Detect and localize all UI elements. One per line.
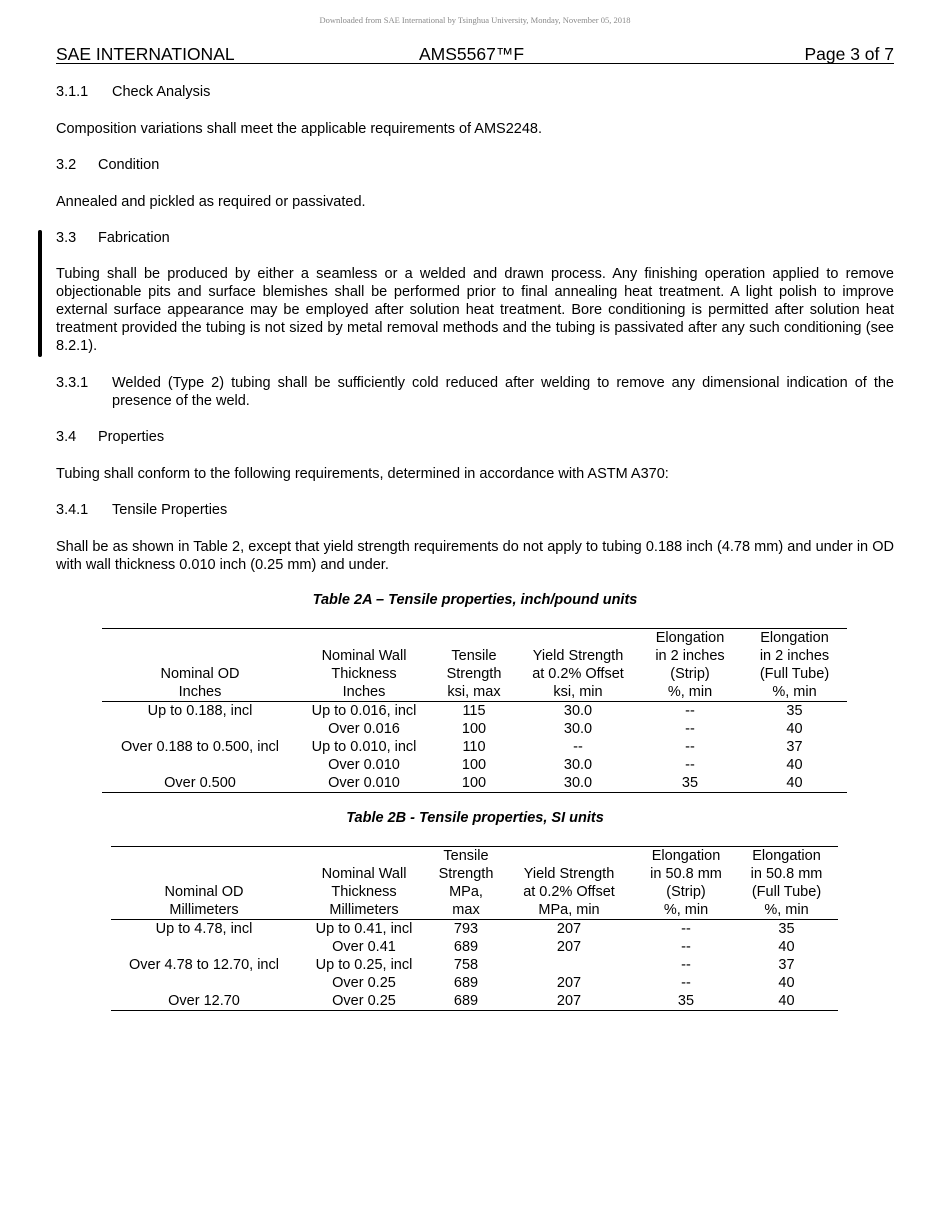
col-header-tensile-strength: Tensile Strength MPa, max [438,848,494,918]
table-cell: 35 [786,703,803,719]
table-cell: 689 [453,993,479,1009]
table-cell: 115 [462,703,486,719]
table-cell: -- [685,703,695,719]
table-header-row [111,847,838,920]
section-number: 3.4.1 [56,502,89,518]
table-cell: Over 0.41 [332,939,396,955]
header-page-number: Page 3 of 7 [804,44,894,64]
section-title: Fabrication [98,230,170,246]
table-cell: 30.0 [563,703,593,719]
table-cell: Over 4.78 to 12.70, incl [129,957,279,973]
table-cell: 207 [556,921,582,937]
table-cell: -- [573,739,583,755]
table-cell: 30.0 [563,775,593,791]
table-cell: 37 [786,739,803,755]
paragraph-3-2: Annealed and pickled as required or passivated. [56,194,366,210]
table-cell: 100 [461,721,487,737]
table-cell: -- [685,739,695,755]
col-header-nominal-od: Nominal OD Millimeters [164,884,244,918]
table-cell: 30.0 [563,757,593,773]
table-row [102,774,847,793]
section-title: Tensile Properties [112,502,228,518]
table-cell: Over 0.010 [328,775,400,791]
table-cell: Up to 0.25, incl [315,957,413,973]
table-cell: -- [685,721,695,737]
section-number: 3.2 [56,157,77,173]
table-cell: 30.0 [563,721,593,737]
table-row [111,956,838,974]
table-cell: Over 0.188 to 0.500, incl [121,739,279,755]
table-cell [501,956,637,974]
table-cell: 40 [786,721,803,737]
table-cell: 207 [556,993,582,1009]
heading-3-4 [56,428,894,446]
table-cell: 40 [778,993,795,1009]
heading-3-3 [56,229,894,247]
table-cell: Up to 0.016, incl [311,703,417,719]
table-cell: 40 [786,775,803,791]
table-2b-caption: Table 2B - Tensile properties, SI units [346,810,604,826]
table-row [111,974,838,992]
table-cell: -- [681,957,691,973]
table-cell [102,720,298,738]
table-cell [102,756,298,774]
table-row [111,938,838,956]
table-cell: 207 [556,975,582,991]
col-header-nominal-od: Nominal OD Inches [160,666,240,700]
table-row [102,702,847,721]
table-row [111,920,838,939]
table-cell: Up to 0.188, incl [147,703,253,719]
download-notice: Downloaded from SAE International by Tsinghua University, Monday, November 05, 2018 [319,15,631,25]
table-cell: 35 [681,775,699,791]
table-cell: 100 [461,757,487,773]
table-cell: -- [681,939,691,955]
heading-3-2 [56,156,894,174]
heading-3-4-1 [56,501,894,519]
section-number: 3.1.1 [56,84,89,100]
table-cell: 689 [453,975,479,991]
paragraph-3-4: Tubing shall conform to the following requirements, determined in accordance with ASTM A370: [56,466,669,482]
table-cell: 793 [453,921,479,937]
table-cell: Over 0.25 [332,975,396,991]
col-header-elongation-tube: Elongation in 50.8 mm (Full Tube) %, min [750,848,823,918]
table-cell: 40 [778,939,795,955]
table-header-row [102,629,847,702]
table-cell: 35 [778,921,795,937]
table-cell: Over 0.500 [164,775,236,791]
table-cell [111,974,297,992]
section-title: Properties [98,429,165,445]
paragraph-3-1-1: Composition variations shall meet the applicable requirements of AMS2248. [56,121,543,137]
col-header-yield-strength: Yield Strength at 0.2% Offset MPa, min [523,866,615,918]
table-cell: Over 0.016 [328,721,400,737]
header-doc-number: AMS5567™F [419,44,525,64]
header-org: SAE INTERNATIONAL [56,44,235,64]
section-number: 3.3.1 [56,375,89,391]
table-cell: Up to 4.78, incl [155,921,253,937]
col-header-elongation-strip: Elongation in 50.8 mm (Strip) %, min [650,848,722,918]
heading-3-1-1 [56,83,894,101]
table-2a-caption: Table 2A – Tensile properties, inch/pound units [312,592,638,608]
table-row [102,720,847,738]
table-cell: 689 [453,939,479,955]
table-row [102,756,847,774]
col-header-tensile-strength: Tensile Strength ksi, max [446,648,502,700]
section-number: 3.3 [56,230,77,246]
section-number: 3.4 [56,429,77,445]
table-cell: -- [681,975,691,991]
table-cell: -- [681,921,691,937]
table-2a [102,628,847,793]
col-header-wall-thickness: Nominal Wall Thickness Millimeters [321,866,407,918]
table-cell: Over 0.010 [328,757,400,773]
table-cell: Up to 0.41, incl [315,921,413,937]
table-cell: 207 [556,939,582,955]
table-cell: Over 0.25 [332,993,396,1009]
table-cell: 110 [462,739,486,755]
section-text: Welded (Type 2) tubing shall be sufficiently cold reduced after welding to remove any dimensional indication of the presence of the weld. [112,375,894,409]
revision-change-bar [38,230,42,357]
table-cell: Over 12.70 [168,993,240,1009]
table-2b [111,846,838,1011]
paragraph-3-3-1 [56,374,894,410]
paragraph-3-4-1: Shall be as shown in Table 2, except that yield strength requirements do not apply to tubing 0.188 inch (4.78 mm) and under in OD with wall thickness 0.010 inch (0.25 mm) and under. [56,539,894,573]
section-title: Condition [98,157,160,173]
section-title: Check Analysis [112,84,211,100]
col-header-wall-thickness: Nominal Wall Thickness Inches [321,648,407,700]
table-cell [111,938,297,956]
table-cell: 100 [461,775,487,791]
table-cell: Up to 0.010, incl [311,739,417,755]
page-header [56,43,894,64]
paragraph-3-3: Tubing shall be produced by either a seamless or a welded and drawn process. Any finishing operation applied to remove objectionable pits and surface blemishes shall be performed prior to final annealing heat treatment. A light polish to improve external surface appearance may be employed after solution heat treatment. Bore conditioning is permitted after solution heat treatment provided the tubing is not sized by metal removal methods and the tubing is passivated after any such conditioning (see 8.2.1). [56,266,894,354]
table-cell: 35 [677,993,695,1009]
table-row [102,738,847,756]
col-header-elongation-strip: Elongation in 2 inches (Strip) %, min [655,630,725,700]
table-cell: -- [685,757,695,773]
table-cell: 37 [778,957,795,973]
table-cell: 40 [778,975,795,991]
table-cell: 758 [453,957,479,973]
table-row [111,992,838,1011]
col-header-yield-strength: Yield Strength at 0.2% Offset ksi, min [532,648,624,700]
table-cell: 40 [786,757,803,773]
col-header-elongation-tube: Elongation in 2 inches (Full Tube) %, min [759,630,830,700]
